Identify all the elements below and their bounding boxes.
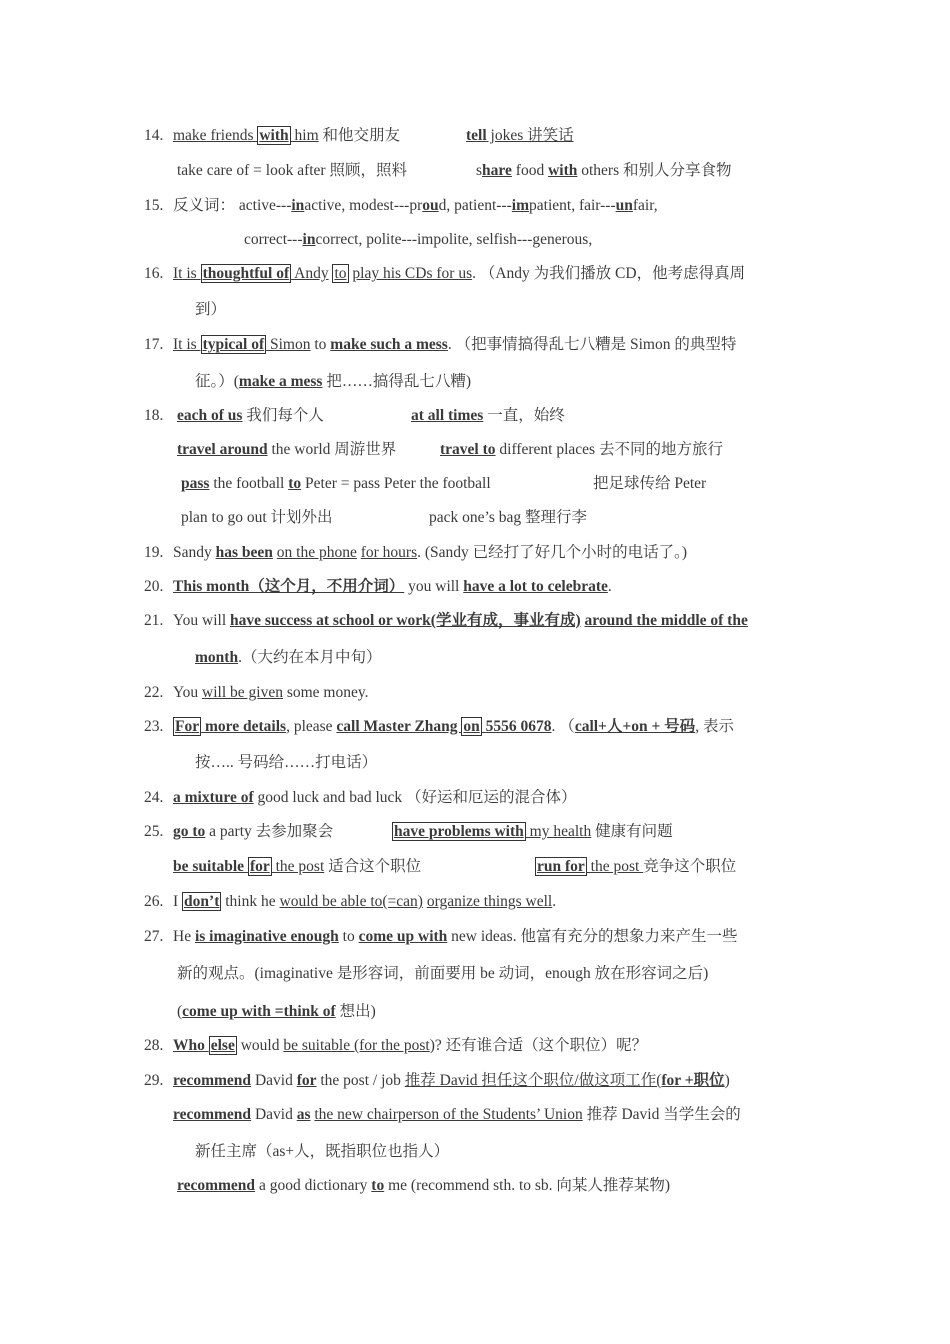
phrase-segment: recommend David as the new chairperson of the Students’ Union 推荐 David 当学生会的 [173,1106,741,1123]
phrase-segment: have problems with my health 健康有问题 [394,823,673,840]
phrase-segment: correct---incorrect, polite---impolite, selfish---generous, [244,231,593,248]
phrase-segment: It is thoughtful of Andy to play his CDs for us. （Andy 为我们播放 CD，他考虑得真周 [173,265,746,282]
phrase-segment: travel around the world 周游世界 [177,441,397,458]
phrase-segment: pack one’s bag 整理行李 [429,509,587,526]
phrase-segment: share food with others 和别人分享食物 [476,162,732,179]
item-number: 22. [144,684,164,701]
item-number: 25. [144,823,164,840]
phrase-segment: recommend David for the post / job 推荐 David 担任这个职位/做这项工作(for +职位) [173,1072,730,1089]
item-number: 19. [144,544,164,561]
phrase-segment: pass the football to Peter = pass Peter the football [181,475,491,492]
item-number: 27. [144,928,164,945]
phrase-segment: 反义词： active---inactive, modest---proud, patient---impatient, fair---unfair, [173,197,658,214]
phrase-segment: plan to go out 计划外出 [181,509,333,526]
phrase-segment: You will have success at school or work(学业有成，事业有成) around the middle of the [173,612,748,629]
phrase-segment: He is imaginative enough to come up with new ideas. 他富有充分的想象力来产生一些 [173,928,738,945]
phrase-segment: 征。）(make a mess 把……搞得乱七八糟) [195,373,471,390]
phrase-segment: This month（这个月，不用介词） you will have a lot to celebrate. [173,578,612,595]
phrase-segment: I don’t think he would be able to(=can) organize things well. [173,893,557,910]
phrase-segment: 按….. 号码给……打电话） [195,754,378,771]
item-number: 18. [144,407,164,424]
phrase-segment: (come up with =think of 想出) [177,1003,376,1020]
item-number: 15. [144,197,164,214]
item-number: 14. [144,127,164,144]
phrase-segment: 把足球传给 Peter [593,475,707,492]
phrase-segment: at all times 一直，始终 [411,407,565,424]
phrase-segment: For more details, please call Master Zhang on 5556 0678. （call+人+on + 号码, 表示 [175,718,734,735]
phrase-segment: tell jokes 讲笑话 [466,127,574,144]
item-number: 17. [144,336,164,353]
phrase-segment: Who else would be suitable (for the post)? 还有谁合适（这个职位）呢？ [173,1037,648,1054]
phrase-segment: take care of = look after 照顾，照料 [177,162,407,179]
phrase-segment: Sandy has been on the phone for hours. (Sandy 已经打了好几个小时的电话了。) [173,544,688,561]
phrase-segment: 新的观点。(imaginative 是形容词，前面要用 be 动词，enough 放在形容词之后) [177,965,709,982]
phrase-segment: travel to different places 去不同的地方旅行 [440,441,723,458]
item-number: 20. [144,578,164,595]
phrase-segment: a mixture of good luck and bad luck （好运和厄运的混合体） [173,789,577,806]
phrase-segment: recommend a good dictionary to me (recommend sth. to sb. 向某人推荐某物) [177,1177,671,1194]
item-number: 29. [144,1072,164,1089]
phrase-segment: You will be given some money. [173,684,369,701]
item-number: 21. [144,612,164,629]
phrase-segment: be suitable for the post 适合这个职位 [173,858,422,875]
phrase-segment: make friends with him 和他交朋友 [173,127,401,144]
phrase-segment: 新任主席（as+人，既指职位也指人） [195,1143,450,1160]
item-number: 23. [144,718,164,735]
item-number: 16. [144,265,164,282]
phrase-segment: month.（大约在本月中旬） [195,649,382,666]
item-number: 24. [144,789,164,806]
phrase-segment: It is typical of Simon to make such a mess. （把事情搞得乱七八糟是 Simon 的典型特 [173,336,737,353]
phrase-segment: each of us 我们每个人 [177,407,324,424]
phrase-segment: 到） [195,301,227,318]
phrase-segment: run for the post 竞争这个职位 [537,858,737,875]
item-number: 26. [144,893,164,910]
item-number: 28. [144,1037,164,1054]
phrase-segment: go to a party 去参加聚会 [173,823,334,840]
